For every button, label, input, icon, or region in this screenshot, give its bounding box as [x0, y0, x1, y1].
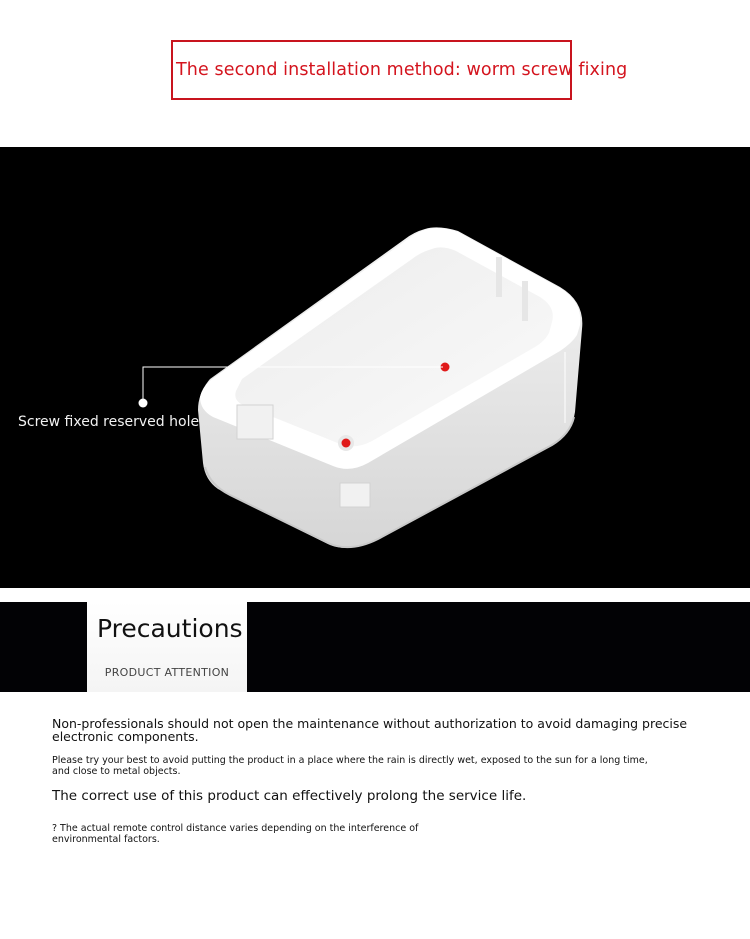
section-title-box — [171, 40, 628, 100]
precaution-note: ? The actual remote control distance varies depending on the interference of environmental factors. — [52, 823, 419, 845]
corner-boss-bottom — [340, 483, 370, 507]
precautions-card — [87, 602, 247, 692]
precaution-note: Please try your best to avoid putting the product in a place where the rain is directly wet, exposed to the sun for a long time, and close to metal objects. — [52, 755, 648, 777]
precautions-subtitle: PRODUCT ATTENTION — [104, 666, 230, 679]
section-title: The second installation method: worm screw fixing — [176, 60, 628, 80]
precaution-note: The correct use of this product can effectively prolong the service life. — [52, 788, 527, 804]
screw-hole-lower-dot — [342, 439, 351, 448]
enclosure-illustration — [0, 147, 750, 588]
precautions-title: Precautions — [97, 614, 243, 643]
side-rib-2 — [522, 281, 528, 321]
side-rib-1 — [496, 257, 502, 297]
precaution-note: Non-professionals should not open the maintenance without authorization to avoid damaging precise electronic components. — [52, 716, 688, 744]
precautions-banner — [0, 602, 750, 692]
product-photo — [0, 147, 750, 588]
callout-label: Screw fixed reserved hole — [18, 414, 200, 430]
callout-dot — [139, 399, 148, 408]
corner-boss-left — [237, 405, 273, 439]
